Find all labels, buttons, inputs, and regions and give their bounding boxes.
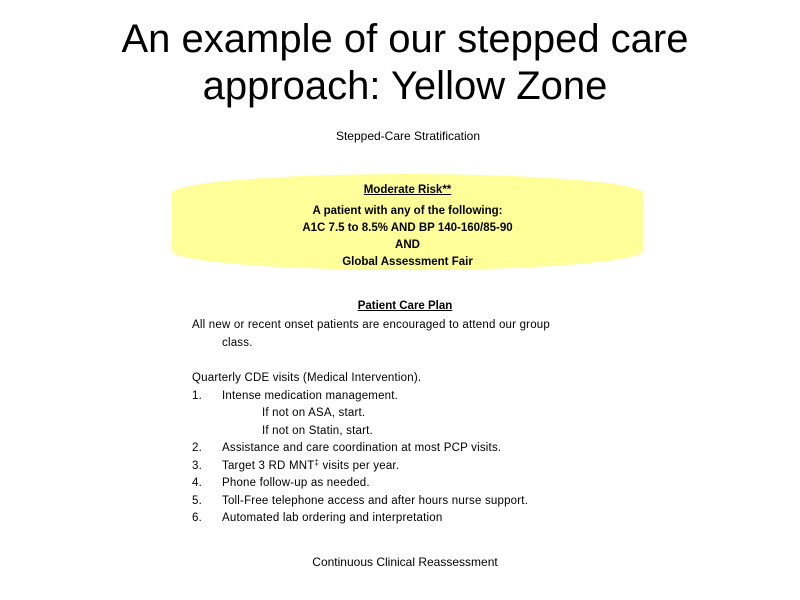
list-item-number: 3.	[192, 459, 202, 472]
care-plan-intro-line-2: class.	[222, 336, 253, 349]
risk-criteria-global: Global Assessment Fair	[342, 256, 473, 268]
list-item-text: Automated lab ordering and interpretation	[222, 512, 443, 524]
moderate-risk-box	[172, 174, 643, 270]
list-item	[192, 440, 612, 458]
risk-criteria-intro: A patient with any of the following:	[312, 205, 503, 217]
list-item-text: Assistance and care coordination at most PCP visits.	[222, 442, 502, 454]
double-dagger-superscript: ‡	[314, 457, 320, 467]
reassessment-footer: Continuous Clinical Reassessment	[312, 555, 498, 569]
list-subitem: If not on ASA, start.	[262, 407, 366, 419]
spacer	[192, 352, 612, 370]
list-item-number: 5.	[192, 494, 202, 507]
care-plan-intro-line-1: All new or recent onset patients are encouraged to attend our group	[192, 319, 550, 331]
list-item	[192, 493, 612, 511]
list-item	[192, 388, 612, 406]
title-line-1: An example of our stepped care	[121, 17, 689, 61]
risk-box-content	[172, 182, 643, 271]
list-item-number: 4.	[192, 477, 202, 489]
list-item-number: 1.	[192, 389, 202, 402]
stratification-subtitle: Stepped-Care Stratification	[335, 129, 481, 143]
risk-criteria-a1c-bp: A1C 7.5 to 8.5% AND BP 140-160/85-90	[302, 222, 513, 234]
title-line-2: approach: Yellow Zone	[202, 64, 608, 108]
care-plan-title: Patient Care Plan	[357, 300, 453, 312]
list-item-number: 2.	[192, 442, 202, 454]
list-item-text-before: Target 3 RD MNT	[222, 459, 315, 472]
list-item	[192, 475, 612, 493]
list-item-text: Toll-Free telephone access and after hours nurse support.	[222, 494, 529, 507]
risk-heading: Moderate Risk**	[363, 184, 452, 196]
list-item-number: 6.	[192, 512, 202, 524]
slide-title	[40, 16, 770, 110]
list-item	[192, 458, 612, 476]
care-plan-body	[192, 317, 612, 528]
list-item-text-after: visits per year.	[319, 459, 400, 472]
list-item-text: Phone follow-up as needed.	[222, 477, 370, 489]
quarterly-visits: Quarterly CDE visits (Medical Intervention).	[192, 372, 422, 384]
list-subitem: If not on Statin, start.	[262, 424, 373, 437]
list-item-text	[222, 458, 399, 476]
list-item-text: Intense medication management.	[222, 389, 399, 402]
list-item	[192, 510, 612, 528]
risk-criteria-and: AND	[395, 239, 420, 251]
